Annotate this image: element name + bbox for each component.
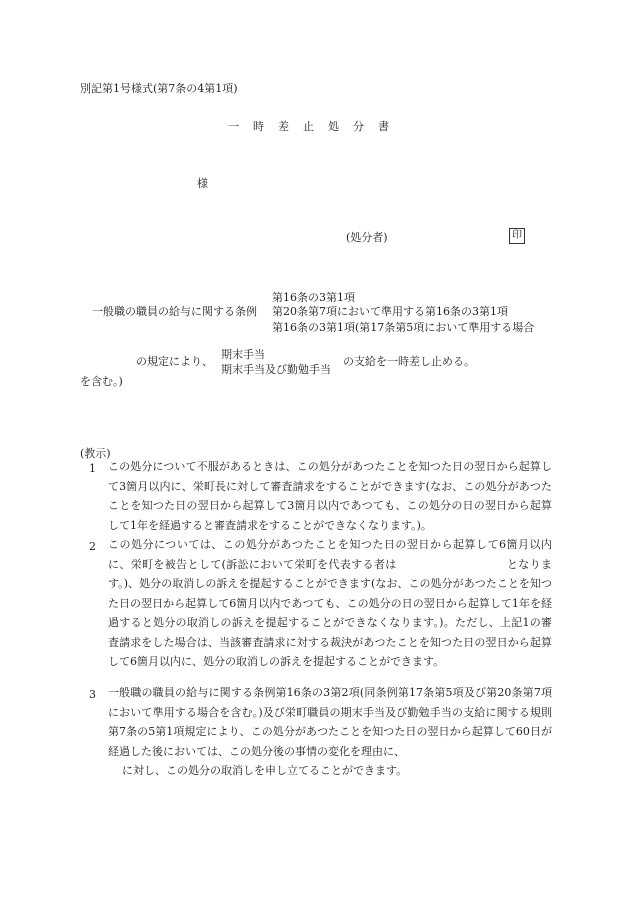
instruction-number: 3 <box>89 688 96 701</box>
title-char: 差 <box>278 120 289 133</box>
addressee-suffix: 様 <box>197 177 208 190</box>
title-char: 時 <box>253 120 264 133</box>
document-title <box>228 119 403 134</box>
form-label: 別記第1号様式(第7条の4第1項) <box>80 82 238 95</box>
provision-text: の規定により、 <box>136 355 213 368</box>
title-char: 止 <box>303 120 314 133</box>
instruction-1 <box>108 457 552 535</box>
suspension-text: の支給を一時差し止める。 <box>343 355 475 368</box>
title-char: 分 <box>353 120 364 133</box>
clause-continuation: を含む。) <box>80 375 123 388</box>
instruction-3-text-b: に対し、この処分の取消しを申し立てることができます。 <box>122 764 408 777</box>
issuer-label: (処分者) <box>346 231 388 244</box>
instruction-number: 1 <box>89 462 96 475</box>
instruction-3-text-a: 一般職の職員の給与に関する条例第16条の3第2項(同条例第17条第5項及び第20条第7項において準用する場合を含む。)及び栄町職員の期末手当及び勤勉手当の支給に関する規則第7条の5第1項規定により、この処分があつたことを知つた日の翌日から起算して60日が経過した後においては、この処分後の事情の変化を理由に、 <box>108 686 552 758</box>
instruction-heading: (教示) <box>80 447 111 460</box>
ordinance-name: 一般職の職員の給与に関する条例 <box>92 305 257 318</box>
title-char: 書 <box>378 120 389 133</box>
allowance-option-1: 期末手当 <box>221 348 265 361</box>
clause-option-1: 第16条の3第1項 <box>272 291 355 304</box>
seal-icon: 印 <box>509 228 525 244</box>
instruction-number: 2 <box>89 540 96 553</box>
instruction-3 <box>108 683 552 781</box>
title-char: 一 <box>228 120 239 133</box>
title-char: 処 <box>328 120 339 133</box>
allowance-option-2: 期末手当及び勤勉手当 <box>221 363 331 376</box>
instruction-1-text: この処分について不服があるときは、この処分があつたことを知つた日の翌日から起算して3箇月以内に、栄町長に対して審査請求をすることができます(なお、この処分があつたことを知つた日の翌日から起算して3箇月以内であつても、この処分の日の翌日から起算して1年を経過すると審査請求をすることができなくなります。)。 <box>108 460 552 532</box>
instruction-2-text-b: となります。)、処分の取消しの訴えを提起することができます(なお、この処分があつたことを知つた日の翌日から起算して6箇月以内であつても、この処分の日の翌日から起算して1年を経過すると処分の取消しの訴えを提起することができなくなります。)。ただし、上記1の審査請求をした場合は、当該審査請求に対する裁決があつたことを知つた日の翌日から起算して6箇月以内に、処分の取消しの訴えを提起することができます。 <box>108 557 553 668</box>
instruction-2-text-a: この処分については、この処分があつたことを知つた日の翌日から起算して6箇月以内に、栄町を被告として(訴訟において栄町を代表する者は <box>108 538 552 571</box>
clause-option-2: 第20条第7項において準用する第16条の3第1項 <box>272 305 508 318</box>
instruction-2 <box>108 535 552 672</box>
clause-option-3: 第16条の3第1項(第17条第5項において準用する場合 <box>272 321 535 334</box>
